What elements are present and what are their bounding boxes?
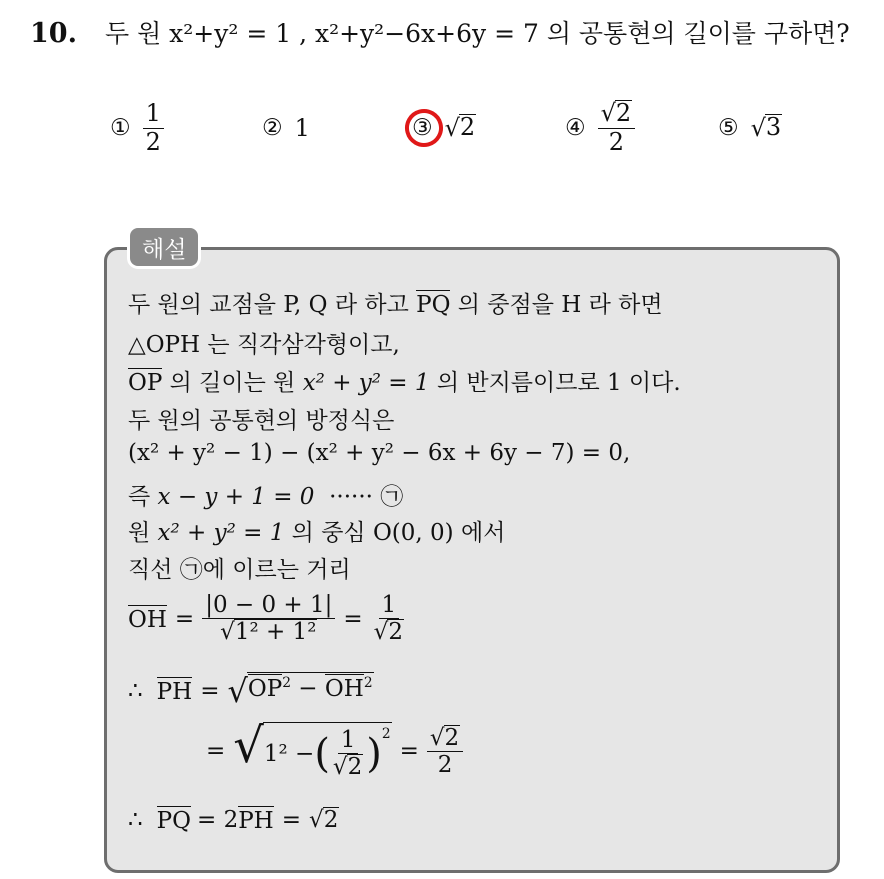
segment-op: OP: [247, 675, 283, 702]
sqrt-icon: √: [373, 619, 389, 646]
ph-radical: [227, 672, 373, 710]
solution-line-8: [128, 551, 351, 584]
choice-2[interactable]: [262, 98, 310, 158]
sol-text: 직선: [128, 557, 173, 583]
ph-result-denominator: 2: [437, 751, 453, 778]
oh-result-radicand: 2: [388, 619, 403, 646]
question-text: 두 원 x²+y² = 1 , x²+y²−6x+6y = 7 의 공통현의 길이를 구하면?: [104, 19, 850, 48]
sqrt-icon: √: [220, 619, 235, 646]
choice-5-radical: [751, 114, 783, 142]
ph-equation-2: = √ 1² − ( 1 √ 2 ) $^2$ = √ 2 2: [206, 722, 463, 781]
solution-line-1: [128, 286, 663, 319]
choice-2-mark: ②: [262, 115, 283, 141]
choice-2-value: 1: [294, 114, 310, 142]
choice-3-radical: [445, 114, 477, 142]
sqrt-icon: √: [227, 672, 248, 710]
sol-equation: x − y + 1 = 0: [157, 484, 315, 510]
solution-line-3: [128, 364, 681, 397]
oh-result-denominator: [371, 619, 407, 645]
ph-equation-1: ∴ PH = √ $OP^2 - OH^2$: [128, 672, 373, 710]
ph-term: 1² −: [263, 740, 315, 767]
choice-5-radicand: 3: [765, 113, 782, 141]
question-number: 10.: [30, 18, 77, 49]
sol-equation: x² + y² = 1: [157, 520, 285, 546]
choice-4-fraction: [598, 100, 636, 156]
ph-radical-2: [233, 718, 391, 781]
therefore-icon: ∴: [128, 807, 143, 833]
ph-result-radicand: 2: [444, 724, 460, 751]
circled-giyeok-icon: ㉠: [380, 484, 404, 510]
segment-ph: PH: [238, 808, 274, 834]
question-line: [30, 14, 850, 50]
oh-result-fraction: [371, 592, 407, 646]
sqrt-icon: √: [332, 754, 348, 781]
choice-4[interactable]: [565, 98, 635, 158]
sol-text: 두 원의 교점을 P, Q 라 하고: [128, 292, 409, 318]
choice-3[interactable]: [412, 98, 476, 158]
choice-1-fraction: [143, 100, 164, 156]
choice-4-numerator: [598, 100, 636, 129]
sqrt-icon: √: [750, 114, 766, 142]
sqrt-icon: √: [233, 718, 264, 774]
ph-inner-radicand: 2: [347, 754, 363, 781]
segment-oh: OH: [324, 675, 364, 702]
ph-result-fraction: [427, 725, 463, 779]
segment-pq: PQ: [156, 808, 191, 834]
ph-inner-denominator: [330, 754, 366, 780]
choice-1-mark: ①: [110, 115, 131, 141]
sqrt-icon: √: [309, 807, 324, 833]
segment-oh: OH: [128, 606, 167, 633]
choice-1-denominator: 2: [145, 127, 161, 156]
sol-equation: x² + y² = 1: [302, 370, 430, 396]
sol-text: 에 이르는 거리: [202, 557, 351, 583]
choice-1-numerator: 1: [143, 100, 164, 129]
choice-4-denominator: 2: [608, 127, 625, 156]
sol-text: 원: [128, 520, 151, 546]
solution-line-7: [128, 514, 505, 547]
oh-fraction: [202, 592, 335, 646]
choice-3-radicand: 2: [459, 113, 476, 141]
oh-result-numerator: 1: [379, 592, 400, 619]
choice-5-mark: ⑤: [718, 115, 739, 141]
pq-equation: ∴ PQ = 2 PH = √ 2: [128, 807, 339, 834]
solution-line-5: (x² + y² − 1) − (x² + y² − 6x + 6y − 7) = 0,: [128, 440, 631, 466]
segment-pq: PQ: [416, 292, 451, 318]
sol-text: 의 중심 O(0, 0) 에서: [291, 520, 506, 546]
oh-numerator: |0 − 0 + 1|: [202, 592, 335, 619]
oh-radicand: 1² + 1²: [234, 619, 317, 646]
pq-result-radical: [309, 807, 339, 833]
ph-radicand-2: 1² − ( 1 √ 2 ) $^2$: [263, 722, 392, 781]
oh-equation: OH = |0 − 0 + 1| √ 1² + 1² = 1 √ 2: [128, 592, 407, 646]
segment-op: OP: [128, 370, 163, 396]
pq-equals: = 2: [196, 807, 239, 833]
ph-inner-numerator: 1: [338, 727, 359, 754]
choice-4-radicand: 2: [615, 98, 632, 127]
choice-1[interactable]: [110, 98, 164, 158]
solution-line-2: △OPH 는 직각삼각형이고,: [128, 332, 400, 358]
pq-result-radicand: 2: [323, 807, 339, 833]
oh-denominator: [217, 619, 320, 645]
solution-line-4: 두 원의 공통현의 방정식은: [128, 408, 395, 434]
choice-3-mark-circled: ③: [412, 115, 433, 141]
sqrt-icon: √: [600, 98, 616, 127]
sol-text: 의 중점을 H 라 하면: [457, 292, 663, 318]
solution-line-6: [128, 478, 403, 511]
sqrt-icon: √: [444, 114, 460, 142]
segment-ph: PH: [156, 679, 193, 705]
therefore-icon: ∴: [128, 678, 143, 704]
ph-radicand: $OP^2 - OH^2$: [247, 672, 374, 701]
choice-5[interactable]: [718, 98, 782, 158]
sqrt-icon: √: [429, 724, 445, 751]
sol-text: 의 길이는 원: [169, 370, 296, 396]
sol-dots: ······: [329, 484, 373, 510]
solution-label: 해설: [130, 228, 198, 266]
choice-4-mark: ④: [565, 115, 586, 141]
sol-text: 의 반지름이므로 1 이다.: [436, 370, 681, 396]
ph-result-numerator: [427, 725, 463, 752]
ph-inner-fraction: [330, 727, 366, 781]
circled-giyeok-icon: ㉠: [179, 557, 203, 583]
sol-text: 즉: [128, 484, 151, 510]
